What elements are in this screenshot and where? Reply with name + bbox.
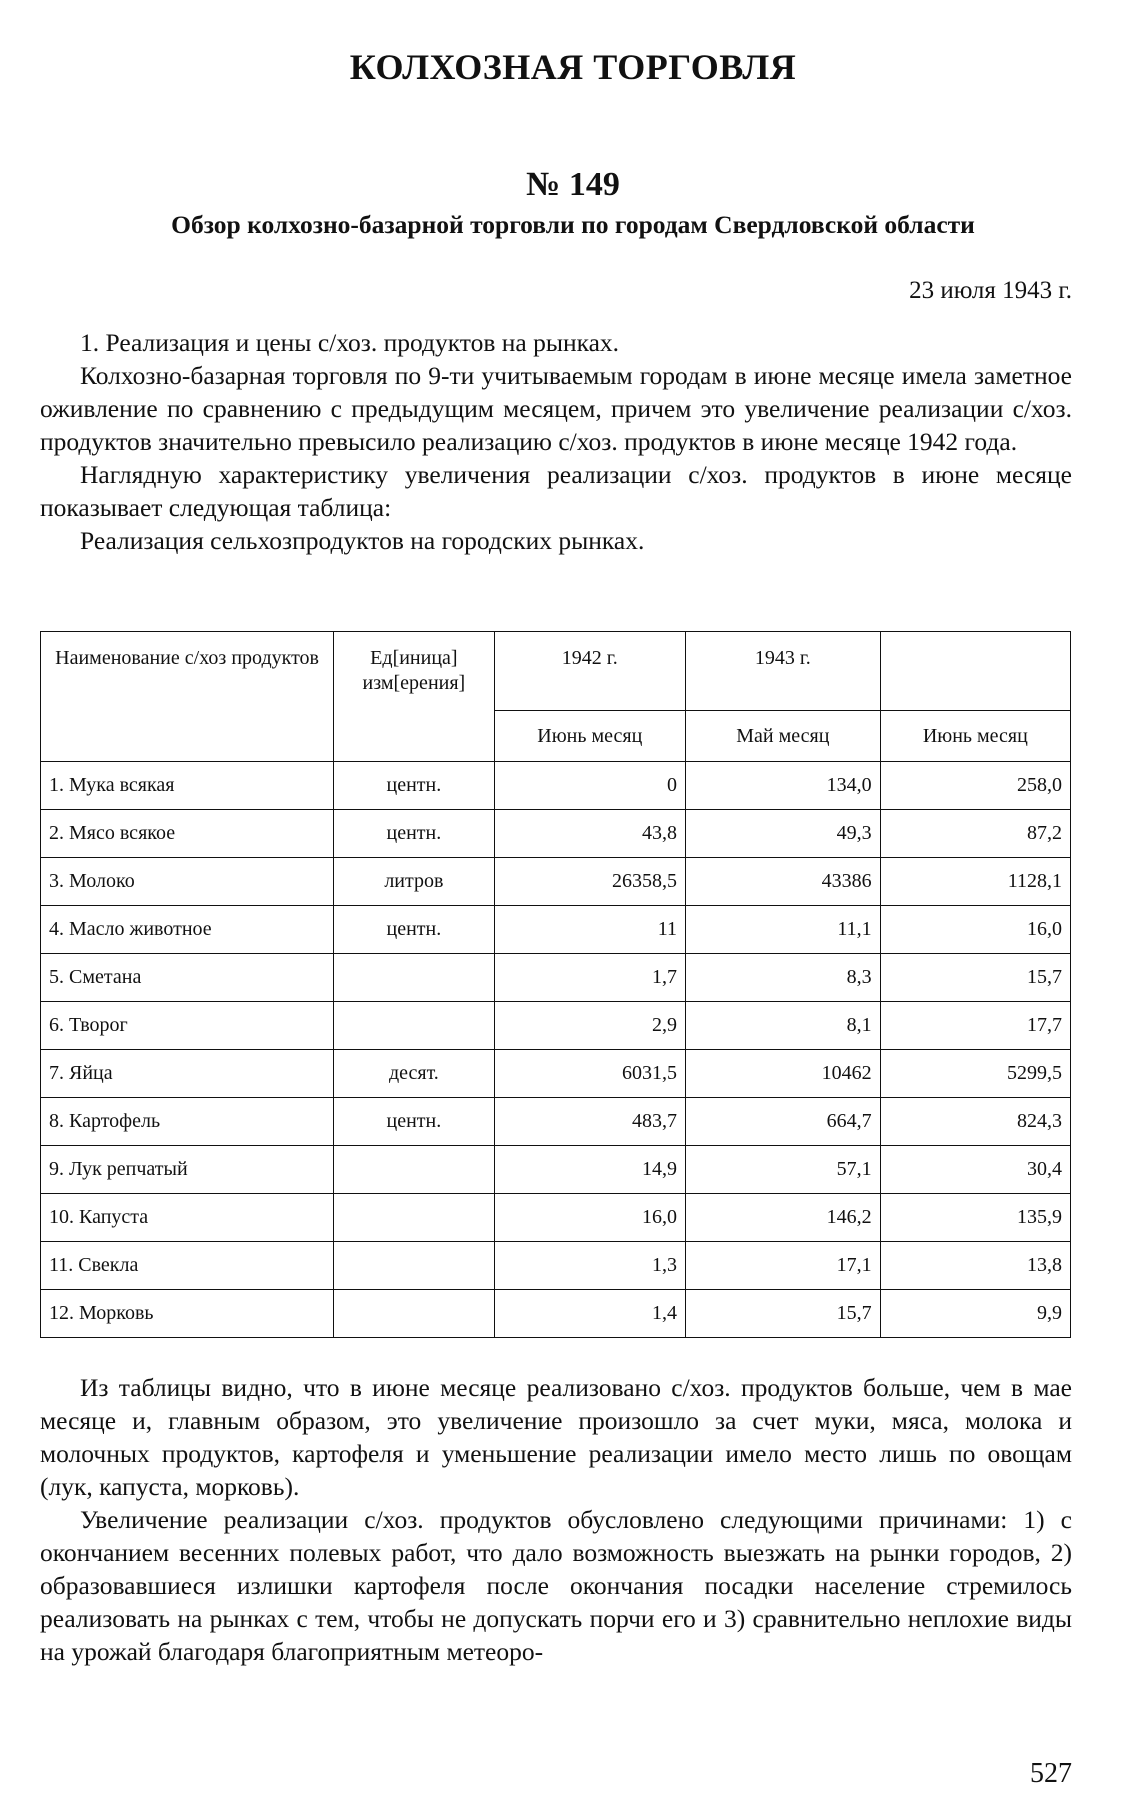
cell-may-1943: 10462 <box>685 1050 880 1098</box>
paragraph: Колхозно-базарная торговля по 9-ти учитываемым городам в июне месяце имела заметное оживление по сравнению с предыдущим месяцем, причем это увеличение реализации с/хоз. продуктов значительно превысило реализацию с/хоз. продуктов в июне месяце 1942 года. <box>40 361 1072 456</box>
cell-may-1943: 8,1 <box>685 1002 880 1050</box>
cell-may-1943: 664,7 <box>685 1098 880 1146</box>
cell-may-1943: 11,1 <box>685 906 880 954</box>
cell-june-1943: 9,9 <box>880 1290 1070 1338</box>
cell-unit: литров <box>334 858 494 906</box>
table-row <box>41 858 1071 906</box>
table-row <box>41 954 1071 1002</box>
cell-june-1943: 17,7 <box>880 1002 1070 1050</box>
cell-product-name: 6. Творог <box>41 1002 334 1050</box>
cell-june-1943: 1128,1 <box>880 858 1070 906</box>
table-row <box>41 1098 1071 1146</box>
cell-product-name: 10. Капуста <box>41 1194 334 1242</box>
page-number: 527 <box>1030 1758 1072 1789</box>
cell-june-1942: 11 <box>494 906 685 954</box>
cell-june-1942: 1,3 <box>494 1242 685 1290</box>
paragraph: Увеличение реализации с/хоз. продуктов обусловлено следующими причинами: 1) с окончанием весенних полевых работ, что дало возможность выезжать на рынки городов, 2) образовавшиеся излишки картофеля после окончания посадки население стремилось реализовать на рынках с тем, чтобы не допускать порчи его и 3) сравнительно неплохие виды на урожай благодаря благоприятным метеоро- <box>40 1505 1072 1666</box>
cell-june-1943: 16,0 <box>880 906 1070 954</box>
cell-unit <box>334 954 494 1002</box>
document-number: № 149 <box>526 166 620 203</box>
cell-june-1942: 2,9 <box>494 1002 685 1050</box>
header-may-1943: Май месяц <box>685 711 880 762</box>
cell-product-name: 4. Масло животное <box>41 906 334 954</box>
section-title: КОЛХОЗНАЯ ТОРГОВЛЯ <box>349 47 797 87</box>
cell-unit: центн. <box>334 762 494 810</box>
header-june-1942: Июнь месяц <box>494 711 685 762</box>
cell-unit <box>334 1002 494 1050</box>
cell-unit <box>334 1290 494 1338</box>
cell-june-1942: 0 <box>494 762 685 810</box>
cell-june-1943: 87,2 <box>880 810 1070 858</box>
header-empty <box>880 632 1070 711</box>
cell-june-1942: 26358,5 <box>494 858 685 906</box>
cell-june-1943: 13,8 <box>880 1242 1070 1290</box>
cell-may-1943: 49,3 <box>685 810 880 858</box>
header-unit: Ед[иница] изм[ерения] <box>334 632 494 762</box>
cell-may-1943: 134,0 <box>685 762 880 810</box>
cell-june-1942: 14,9 <box>494 1146 685 1194</box>
table-header-row <box>41 632 1071 711</box>
cell-product-name: 9. Лук репчатый <box>41 1146 334 1194</box>
header-product-name: Наименование с/хоз продуктов <box>41 632 334 762</box>
cell-june-1943: 15,7 <box>880 954 1070 1002</box>
cell-product-name: 8. Картофель <box>41 1098 334 1146</box>
cell-unit: центн. <box>334 810 494 858</box>
table-row <box>41 1050 1071 1098</box>
table-row <box>41 906 1071 954</box>
cell-unit <box>334 1242 494 1290</box>
cell-may-1943: 15,7 <box>685 1290 880 1338</box>
cell-unit: центн. <box>334 906 494 954</box>
cell-product-name: 11. Свекла <box>41 1242 334 1290</box>
cell-product-name: 7. Яйца <box>41 1050 334 1098</box>
paragraph: 1. Реализация и цены с/хоз. продуктов на рынках. <box>80 328 620 357</box>
document-heading: Обзор колхозно-базарной торговли по городам Свердловской области <box>171 210 975 239</box>
cell-june-1942: 6031,5 <box>494 1050 685 1098</box>
cell-june-1942: 483,7 <box>494 1098 685 1146</box>
cell-may-1943: 43386 <box>685 858 880 906</box>
paragraph: Наглядную характеристику увеличения реализации с/хоз. продуктов в июне месяце показывает следующая таблица: <box>40 460 1072 522</box>
paragraph: Из таблицы видно, что в июне месяце реализовано с/хоз. продуктов больше, чем в мае месяце и, главным образом, это увеличение произошло за счет муки, мяса, молока и молочных продуктов, картофеля и уменьшение реализации имело место лишь по овощам (лук, капуста, морковь). <box>40 1373 1072 1501</box>
cell-product-name: 5. Сметана <box>41 954 334 1002</box>
cell-product-name: 1. Мука всякая <box>41 762 334 810</box>
cell-unit: центн. <box>334 1098 494 1146</box>
table-row <box>41 762 1071 810</box>
cell-product-name: 2. Мясо всякое <box>41 810 334 858</box>
cell-product-name: 3. Молоко <box>41 858 334 906</box>
cell-product-name: 12. Морковь <box>41 1290 334 1338</box>
cell-june-1943: 5299,5 <box>880 1050 1070 1098</box>
conclusion-text <box>40 1371 1072 1668</box>
cell-may-1943: 146,2 <box>685 1194 880 1242</box>
cell-may-1943: 57,1 <box>685 1146 880 1194</box>
table-row <box>41 1002 1071 1050</box>
table-caption: Реализация сельхозпродуктов на городских рынках. <box>80 526 645 555</box>
header-year-1942: 1942 г. <box>494 632 685 711</box>
cell-june-1942: 1,4 <box>494 1290 685 1338</box>
cell-unit <box>334 1194 494 1242</box>
cell-june-1942: 16,0 <box>494 1194 685 1242</box>
cell-june-1943: 30,4 <box>880 1146 1070 1194</box>
cell-june-1942: 1,7 <box>494 954 685 1002</box>
cell-june-1943: 135,9 <box>880 1194 1070 1242</box>
sales-table <box>40 631 1071 1338</box>
table-row <box>41 1146 1071 1194</box>
table-row <box>41 1242 1071 1290</box>
cell-unit: десят. <box>334 1050 494 1098</box>
document-date: 23 июля 1943 г. <box>909 277 1072 304</box>
cell-may-1943: 17,1 <box>685 1242 880 1290</box>
table-row <box>41 1194 1071 1242</box>
cell-may-1943: 8,3 <box>685 954 880 1002</box>
cell-june-1943: 824,3 <box>880 1098 1070 1146</box>
table-row <box>41 810 1071 858</box>
header-june-1943: Июнь месяц <box>880 711 1070 762</box>
intro-text <box>40 326 1072 557</box>
cell-unit <box>334 1146 494 1194</box>
cell-june-1942: 43,8 <box>494 810 685 858</box>
cell-june-1943: 258,0 <box>880 762 1070 810</box>
table-row <box>41 1290 1071 1338</box>
header-year-1943: 1943 г. <box>685 632 880 711</box>
